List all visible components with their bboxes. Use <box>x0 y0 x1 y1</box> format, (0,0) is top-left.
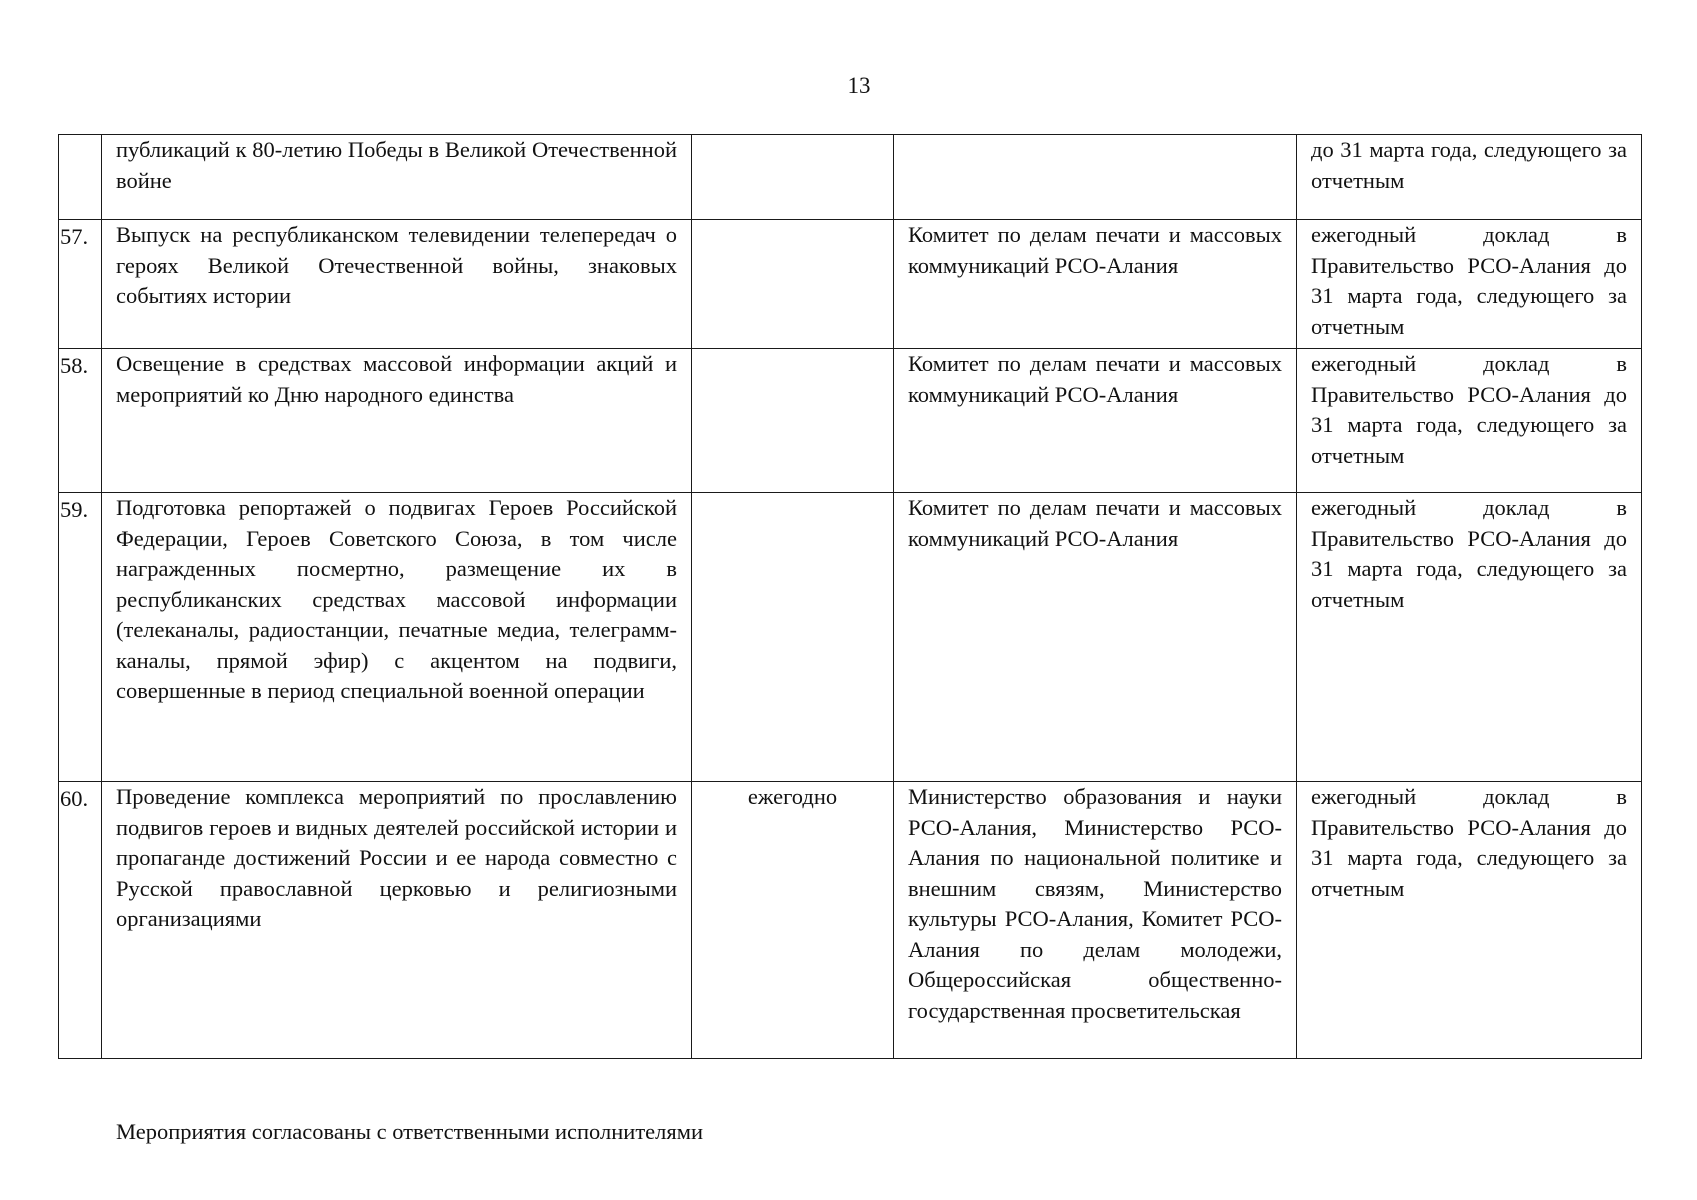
row-number: 59. <box>59 493 102 782</box>
event-deadline <box>692 349 894 493</box>
event-report: ежегодный доклад в Правительство РСО-Алания до 31 марта года, следующего за отчетным <box>1297 220 1642 349</box>
event-report: до 31 марта года, следующего за отчетным <box>1297 135 1642 220</box>
event-executor: Комитет по делам печати и массовых коммуникаций РСО-Алания <box>894 220 1297 349</box>
table-row <box>59 220 1642 349</box>
event-executor: Комитет по делам печати и массовых коммуникаций РСО-Алания <box>894 493 1297 782</box>
event-executor: Комитет по делам печати и массовых коммуникаций РСО-Алания <box>894 349 1297 493</box>
event-report: ежегодный доклад в Правительство РСО-Алания до 31 марта года, следующего за отчетным <box>1297 782 1642 1059</box>
event-deadline <box>692 493 894 782</box>
event-description: Выпуск на республиканском телевидении телепередач о героях Великой Отечественной войны, знаковых событиях истории <box>102 220 692 349</box>
event-description: Освещение в средствах массовой информации акций и мероприятий ко Дню народного единства <box>102 349 692 493</box>
table-row <box>59 493 1642 782</box>
table-row <box>59 349 1642 493</box>
event-description: публикаций к 80-летию Победы в Великой Отечественной войне <box>102 135 692 220</box>
events-table <box>58 134 1642 1059</box>
event-executor <box>894 135 1297 220</box>
row-number: 60. <box>59 782 102 1059</box>
event-deadline: ежегодно <box>692 782 894 1059</box>
page-number: 13 <box>847 73 871 98</box>
table-row <box>59 135 1642 220</box>
event-deadline <box>692 220 894 349</box>
event-report: ежегодный доклад в Правительство РСО-Алания до 31 марта года, следующего за отчетным <box>1297 349 1642 493</box>
footer-note: Мероприятия согласованы с ответственными исполнителями <box>116 1119 703 1144</box>
row-number: 58. <box>59 349 102 493</box>
event-report: ежегодный доклад в Правительство РСО-Алания до 31 марта года, следующего за отчетным <box>1297 493 1642 782</box>
row-number: 57. <box>59 220 102 349</box>
event-executor: Министерство образования и науки РСО-Алания, Министерство РСО-Алания по национальной политике и внешним связям, Министерство культуры РСО-Алания, Комитет РСО-Алания по делам молодежи, Общероссийская общественно-государственная просветительская <box>894 782 1297 1059</box>
row-number <box>59 135 102 220</box>
table-row <box>59 782 1642 1059</box>
event-description: Проведение комплекса мероприятий по прославлению подвигов героев и видных деятелей российской истории и пропаганде достижений России и ее народа совместно с Русской православной церковью и религиозными организациями <box>102 782 692 1059</box>
event-deadline <box>692 135 894 220</box>
event-description: Подготовка репортажей о подвигах Героев Российской Федерации, Героев Советского Союза, в том числе награжденных посмертно, размещение их в республиканских средствах массовой информации (телеканалы, радиостанции, печатные медиа, телеграмм-каналы, прямой эфир) с акцентом на подвиги, совершенные в период специальной военной операции <box>102 493 692 782</box>
